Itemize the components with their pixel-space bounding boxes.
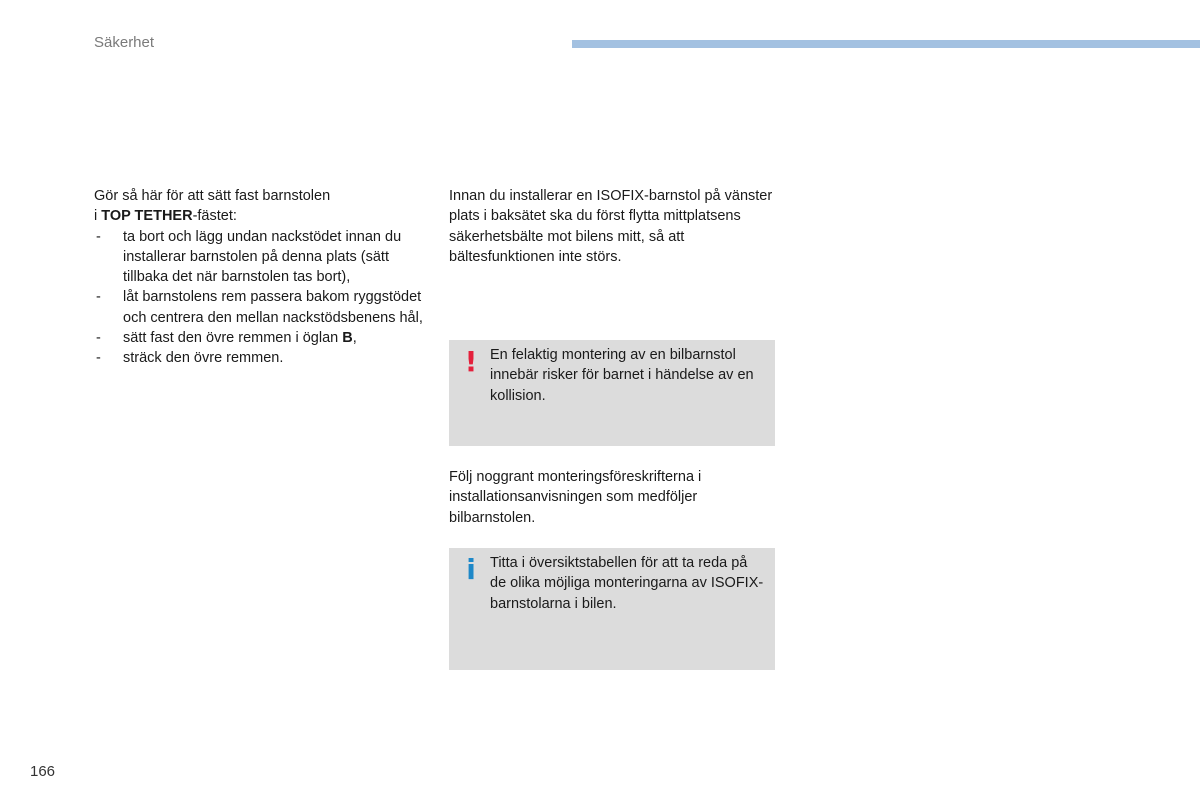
- section-title: Säkerhet: [94, 34, 155, 51]
- page-number: 166: [30, 763, 56, 780]
- warning-text: En felaktig montering av en bilbarnstol innebär risker för barnet i händelse av en kollision.: [490, 347, 754, 404]
- paragraph-text: Följ noggrant monteringsföreskrifterna i installationsanvisningen som medföljer bilbarnstolen.: [449, 469, 702, 526]
- step-suffix: ,: [352, 330, 357, 347]
- loop-label: B: [342, 330, 353, 347]
- list-item: [94, 348, 429, 368]
- instructions-paragraph: [449, 467, 775, 528]
- isofix-paragraph: [449, 186, 775, 267]
- list-item: [94, 328, 429, 348]
- intro-suffix: -fästet:: [192, 208, 237, 225]
- left-column: [94, 186, 429, 369]
- step-text: sätt fast den övre remmen i öglan: [123, 330, 343, 347]
- paragraph-text: Innan du installerar en ISOFIX-barnstol på vänster plats i baksätet ska du först flytta mittplatsens säkerhetsbälte mot bilens mitt, så att bältesfunktionen inte störs.: [449, 188, 773, 265]
- list-item: [94, 227, 429, 288]
- info-text: Titta i översiktstabellen för att ta reda på de olika möjliga monteringarna av ISOFIX-barnstolarna i bilen.: [490, 555, 764, 612]
- list-item: [94, 287, 429, 328]
- step-text: ta bort och lägg undan nackstödet innan du installerar barnstolen på denna plats (sätt tillbaka det när barnstolen tas bort),: [123, 228, 402, 286]
- top-tether-term: TOP TETHER: [101, 208, 193, 225]
- exclamation-icon: !: [464, 345, 478, 378]
- intro-prefix: i: [94, 208, 102, 225]
- step-text: låt barnstolens rem passera bakom ryggstödet och centrera den mellan nackstödsbenens hål,: [123, 289, 423, 326]
- header-accent-bar: [572, 40, 1200, 48]
- steps-list: [94, 227, 429, 369]
- intro-line1: Gör så här för att sätt fast barnstolen: [94, 188, 331, 204]
- info-box: [449, 548, 775, 670]
- step-text: sträck den övre remmen.: [123, 350, 284, 367]
- info-icon: i: [466, 553, 476, 586]
- warning-box: [449, 340, 775, 446]
- intro-paragraph: [94, 186, 429, 227]
